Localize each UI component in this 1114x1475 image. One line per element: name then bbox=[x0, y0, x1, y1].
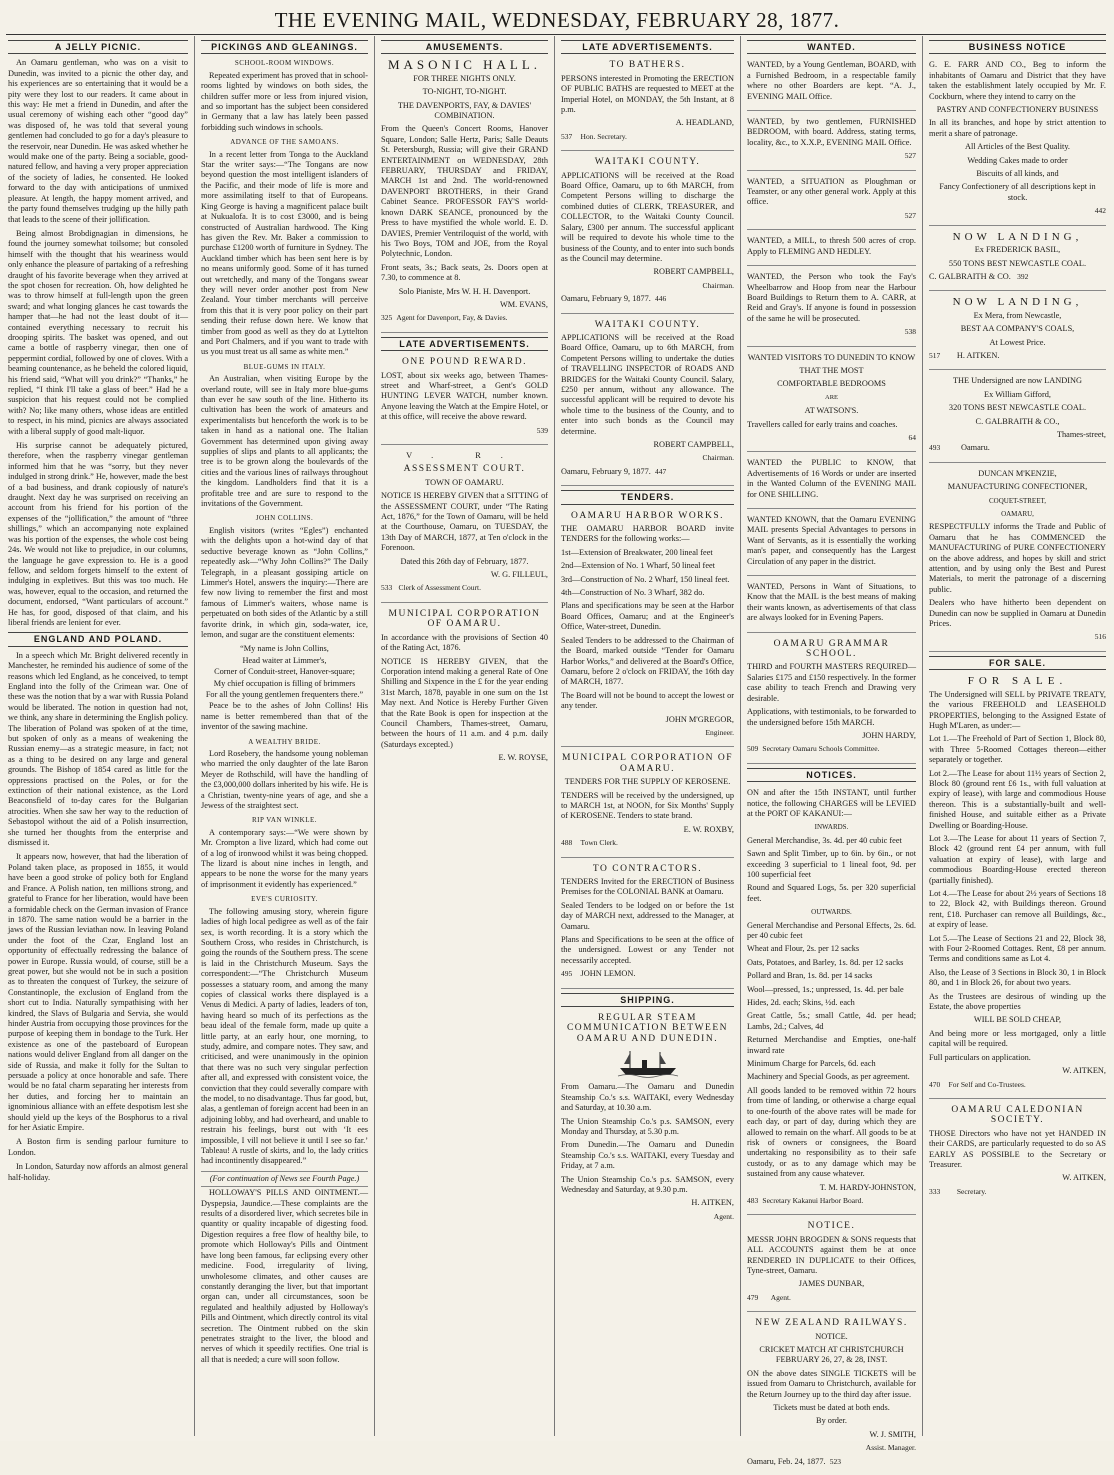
steamship-icon bbox=[616, 1048, 680, 1078]
ad-body: Dealers who have hitherto been dependent on Dunedin can now be supplied in Oamaru at Dunedin Prices. bbox=[929, 598, 1106, 629]
ad-body: WANTED, the Person who took the Fay's Wheelbarrow and Hoop from near the Harbour Board Buildings to Return them to A. CARR, at Reid and Gray's. If anyone is found in possession of the same he will be prosecuted. bbox=[747, 272, 916, 323]
ad-signature: H. AITKEN. bbox=[956, 350, 1000, 360]
advertisement bbox=[561, 58, 734, 151]
ad-body: TENDERS Invited for the ERECTION of Business Premises for the COLONIAL BANK at Oamaru. bbox=[561, 877, 734, 897]
ad-line: OAMARU, bbox=[1001, 510, 1034, 518]
ad-signature: JAMES DUNBAR, bbox=[798, 1279, 865, 1289]
ad-signature-title: Chairman. bbox=[702, 280, 734, 290]
ad-list-item: Lot 5.—The Lease of Sections 21 and 22, Block 38, with Four 2-Roomed Cottages. Rent, £8 per annum. Terms and conditions same as Lot 4. bbox=[929, 933, 1106, 964]
ad-line: At Lowest Price. bbox=[989, 337, 1046, 347]
ad-body: RESPECTFULLY informs the Trade and Public of Oamaru that he has COMMENCED the MANUFACTURING of PURE CONFECTIONERY on the above address, and hopes by skill and strict attention, and by using only the Best and Purest Materials, to merit the patronage of a discerning public. bbox=[929, 522, 1106, 594]
column-rule bbox=[374, 36, 375, 1436]
ad-signature-title: Assist. Manager. bbox=[865, 1443, 916, 1453]
subheading: A WEALTHY BRIDE. bbox=[248, 737, 321, 746]
article-paragraph: His surprise cannot be adequately pictured, therefore, when the raspberry vinegar gentleman informed him that he was “sorry, but they never indulged in strong drink.” He, however, made the best of a bad business, and drank copiously of nature's draught. Next day he was surprised on receiving an account from his friend for his portion of the expenses of the “jollification,” the amount of “three shillings,” which an accompanying note explained was his portion of the expenses, the whole cost being 24s. We would not like to prejudice, in our columns, the language he gave expression to. He is a good fellow, and seldom forgets himself to the extent of indulging in expletives. But this was too much. He was, however, equal to the occasion, and returned the document, endorsed, “Want particulars of account.” He has, for good, disposed of that claim, and his liberal friends are lenient for ever. bbox=[8, 441, 188, 627]
article-paragraph: In a recent letter from Tonga to the Auckland Star the writer says:—“The Tongans are now beyond question the most intelligent islanders of the Pacific, and their mode of life is more and more assimilating itself to that of Europeans. King George is having a magnificent palace built at Nukualofa. It is to cost £3000, and is being constructed of Australian hardwood. The King has given the Rev. Mr. Baker a commission to purchase £1200 worth of furniture in Sydney. The Auckland timber which has been sent here is by no means uniformly good. Some of it has turned out wretchedly, and many of the Tongans swear they will never order another post from New Zealand. Your timber merchants will perceive from this that it is very poor policy on their part sending their refuse down here. We know that timber from good as well as they do at Lyttelton and Port Chalmers, and if you want to trade with us you must treat us all same as white men.” bbox=[201, 149, 368, 357]
column-6 bbox=[929, 38, 1106, 1434]
ad-number: 392 bbox=[1017, 271, 1029, 281]
ad-line: TO-NIGHT, TO-NIGHT. bbox=[422, 87, 507, 97]
section-heading: WANTED. bbox=[747, 40, 916, 54]
ad-signature: W. AITKEN, bbox=[1062, 1173, 1106, 1183]
ad-list-item: Lot 3.—The Lease for about 11 years of Section 7, Block 42 (ground rent £4 per annum, with full valuation at expiry of lease), with large and commodious Boarding-House erected thereon (partially finished). bbox=[929, 833, 1106, 885]
ad-list-item: Lot 2.—The Lease for about 11½ years of Section 2, Block 80 (ground rent £6 1s., with full valuation at expiry of lease), with large and commodious House thereon. This is a substantially-built and well-finished House, and suitable either as a Private Dwelling or Boarding-House. bbox=[929, 768, 1106, 830]
advertisement bbox=[929, 230, 1106, 292]
ad-line: THE DAVENPORTS, FAY, & DAVIES' COMBINATION. bbox=[397, 100, 532, 121]
advertisement bbox=[929, 58, 1106, 225]
ad-signature: WM. EVANS, bbox=[499, 299, 548, 309]
ad-list-item: Great Cattle, 5s.; small Cattle, 4d. per head; Lambs, 2d.; Calves, 4d bbox=[747, 1011, 916, 1031]
column-rule bbox=[554, 36, 555, 1436]
ad-body: MESSR JOHN BROGDEN & SONS requests that ALL ACCOUNTS against them be at once RENDERED IN DUPLICATE to their Offices, Tyne-street, Oamaru. bbox=[747, 1234, 916, 1275]
column-rule bbox=[194, 36, 195, 1436]
article-paragraph: English visitors (writes “Egles”) enchanted with the delights upon a hot-wind day of that seductive beverage known as “John Collins,” repeatedly ask—“Why John Collins?” The Daily Telegraph, in a pleasant gossiping article on Limmer's Hotel, answers the inquiry:—There are few now living to remember the first and most famous of Limmer's waiters, whose name is perpetuated on both sides of the Atlantic by a still favorite drink, in which gin, soda-water, ice, lemon, and sugar are the constituent elements: bbox=[201, 525, 368, 639]
ad-body: From the Queen's Concert Rooms, Hanover Square, London; Salle Hertz, Paris; Salle Deauts St. Petersburgh, Russia; will give their GRAND ENTERTAINMENT on WEDNESDAY, 28th FEBRUARY, THURSDAY and FRIDAY, MARCH 1st and 2nd. The world-renowned DAVENPORT BROTHERS, in their Grand Cabinet Seance. PROFESSOR FAY'S world-known DARK SEANCE, pronounced by the Press to have mystified the whole world. E. D. DAVIES, Premier Ventriloquist of the world, with his Two Boys, TOM and JOE, from the Royal Polytechnic, London. bbox=[381, 124, 548, 259]
ad-signature: A. HEADLAND, bbox=[675, 118, 734, 128]
ad-number: 470 bbox=[929, 1079, 941, 1089]
ad-body: Sealed Tenders to be lodged on or before the 1st day of MARCH next, addressed to the Manager, at Oamaru. bbox=[561, 900, 734, 931]
verse-line: “My name is John Collins, bbox=[240, 644, 329, 654]
ad-list-item: Machinery and Special Goods, as per agreement. bbox=[747, 1072, 910, 1082]
advertisement bbox=[561, 155, 734, 313]
ad-signature-title: Secretary Kakanui Harbor Board. bbox=[762, 1195, 864, 1205]
ad-signature: W. J. SMITH, bbox=[869, 1429, 916, 1439]
ad-title: MUNICIPAL CORPORATION OF OAMARU. bbox=[562, 753, 733, 774]
ad-body: Front seats, 3s.; Back seats, 2s. Doors open at 7.30, to commence at 8. bbox=[381, 262, 548, 283]
ad-line: CRICKET MATCH AT CHRISTCHURCH FEBRUARY 26, 27, & 28, INST. bbox=[759, 1345, 904, 1365]
ad-title: NOW LANDING, bbox=[952, 296, 1083, 309]
ad-body: Sealed Tenders to be addressed to the Chairman of the Board, marked outside “Tender for Oamaru Harbor Works,” and delivered at the Board's Office, Oamaru, before 2 o'clock on FRIDAY, the 16th day of MARCH, 1877. bbox=[561, 635, 734, 687]
ad-line: 550 TONS BEST NEWCASTLE COAL. bbox=[948, 258, 1087, 268]
section-heading: LATE ADVERTISEMENTS. bbox=[561, 40, 734, 54]
ad-signature-title: Secretary Oamaru Schools Committee. bbox=[762, 744, 880, 754]
ad-signature: C. GALBRAITH & CO., bbox=[975, 416, 1060, 426]
ad-list-item: Returned Merchandise and Empties, one-half inward rate bbox=[747, 1035, 916, 1055]
ad-line: MANUFACTURING CONFECTIONER, bbox=[947, 482, 1088, 492]
ad-line: Ex FREDERICK BASIL, bbox=[974, 245, 1061, 255]
ad-list-item: 2nd—Extension of No. 1 Wharf, 50 lineal feet bbox=[561, 561, 715, 571]
column-rule bbox=[922, 36, 923, 1436]
ad-number: 483 bbox=[747, 1195, 759, 1205]
verse-line: Head waiter at Limmer's, bbox=[242, 655, 327, 665]
continuation-note: (For continuation of News see Fourth Page.) bbox=[201, 1171, 368, 1187]
ad-body: G. E. FARR AND CO., Beg to inform the inhabitants of Oamaru and District that they have taken the establishment lately occupied by Mr. F. Cockburn, where they intend to carry on the bbox=[929, 60, 1106, 101]
ad-line: 320 TONS BEST NEWCASTLE COAL. bbox=[948, 403, 1087, 413]
ad-body: From Oamaru.—The Oamaru and Dunedin Steamship Co.'s s.s. WAITAKI, every Wednesday and Saturday, at 10.30 a.m. bbox=[561, 1082, 734, 1113]
subheading: RIP VAN WINKLE. bbox=[252, 816, 317, 825]
ad-line: TOWN OF OAMARU. bbox=[425, 477, 504, 487]
ad-body: WANTED the PUBLIC to KNOW, that Advertisements of 16 Words or under are inserted in the Wanted Column of the EVENING MAIL for ONE SHILLING. bbox=[747, 458, 916, 499]
advertisement bbox=[747, 786, 916, 1215]
ad-body: All goods landed to be removed within 72 hours from time of landing, or otherwise a charge equal to one-fourth of the above rates will be made for each day, or part of day, during which they are allowed to remain on the wharf. All goods to be at risk of owners or consignees, the Board undertaking no responsibility as to their safe custody, or as to any damage which may be sustained from any cause whatever. bbox=[747, 1085, 916, 1179]
ad-line: WILL BE SOLD CHEAP, bbox=[973, 1015, 1062, 1025]
ad-line: Oamaru. bbox=[961, 443, 990, 453]
ad-title: WAITAKI COUNTY. bbox=[594, 157, 701, 168]
ad-number: 509 bbox=[747, 744, 759, 754]
ad-list-item: Sawn and Split Timber, up to 6in. by 6in., or not exceeding 3 superficial to 1 lineal foot, 9d. per 100 superficial feet bbox=[747, 849, 916, 879]
ad-title: TO BATHERS. bbox=[609, 60, 686, 71]
section-heading: ENGLAND AND POLAND. bbox=[8, 632, 188, 646]
subheading: JOHN COLLINS. bbox=[255, 514, 314, 523]
advertisement bbox=[929, 295, 1106, 370]
ad-title: TO CONTRACTORS. bbox=[592, 863, 703, 874]
ad-signature-title: Secretary. bbox=[956, 1186, 987, 1196]
section-heading: A JELLY PICNIC. bbox=[8, 40, 188, 54]
ad-signature-title: Agent. bbox=[770, 1292, 791, 1302]
ad-body: Plans and specifications may be seen at the Harbor Board Offices, Oamaru; and at the Engineer's Office, Water-street, Dunedin. bbox=[561, 601, 734, 632]
advertisement bbox=[747, 270, 916, 346]
ad-line: Wedding Cakes made to order bbox=[967, 155, 1068, 165]
ad-list-item: Wool—pressed, 1s.; unpressed, 1s. 4d. per bale bbox=[747, 984, 904, 994]
article-paragraph: A contemporary says:—“We were shown by Mr. Crompton a live lizard, which had come out of a log of ironwood whilst it was being chopped. The lizard is about nine inches in length, and appears to be none the worse for the many years of imprisonment it evidently has experienced.” bbox=[201, 827, 368, 889]
ad-line: Tickets must be dated at both ends. bbox=[773, 1403, 890, 1413]
advertisement bbox=[561, 862, 734, 989]
advertisement bbox=[381, 58, 548, 332]
ad-number: 516 bbox=[1094, 632, 1106, 642]
ad-number: 446 bbox=[655, 294, 667, 304]
masthead-rule bbox=[6, 34, 1106, 35]
ad-line: COMFORTABLE BEDROOMS bbox=[777, 379, 886, 389]
ad-signature: T. M. HARDY-JOHNSTON, bbox=[819, 1182, 916, 1192]
ad-signature: ROBERT CAMPBELL, bbox=[653, 440, 734, 449]
news-item: In London, Saturday now affords an almost general half-holiday. bbox=[8, 1162, 188, 1182]
ad-body: As the Trustees are desirous of winding up the Estate, the above properties bbox=[929, 991, 1106, 1012]
ad-date: Oamaru, February 9, 1877. bbox=[561, 294, 651, 304]
ad-line: All Articles of the Best Quality. bbox=[965, 142, 1070, 152]
column-4 bbox=[561, 38, 734, 1434]
ad-body: Travellers called for early trains and coaches. bbox=[747, 419, 898, 429]
ad-list-item: 1st—Extension of Breakwater, 200 lineal feet bbox=[561, 547, 713, 557]
ad-body: WANTED, Persons in Want of Situations, to Know that the MAIL is the best means of making their wants known, as advertisements of that class are always looked for in Evening Papers. bbox=[747, 582, 916, 623]
ad-body: The Union Steamship Co.'s p.s. SAMSON, every Monday and Thursday, at 5.30 p.m. bbox=[561, 1116, 734, 1136]
advertisement bbox=[929, 374, 1106, 462]
ad-date: Oamaru, Feb. 24, 1877. bbox=[747, 1456, 826, 1466]
section-heading: LATE ADVERTISEMENTS. bbox=[381, 337, 548, 351]
ad-line: THAT THE MOST bbox=[799, 365, 864, 375]
advertisement bbox=[929, 467, 1106, 652]
ad-list-item: 3rd—Construction of No. 2 Wharf, 150 lineal feet. bbox=[561, 574, 730, 584]
ad-signature: H. AITKEN, bbox=[691, 1198, 734, 1208]
ad-body: THE OAMARU HARBOR BOARD invite TENDERS for the following works:— bbox=[561, 524, 734, 544]
ad-body: WANTED, a MILL, to thresh 500 acres of crop. Apply to FLEMING AND HEDLEY. bbox=[747, 236, 916, 256]
ad-title: FOR SALE. bbox=[967, 675, 1068, 688]
ad-line: PASTRY AND CONFECTIONERY BUSINESS bbox=[936, 105, 1099, 115]
ad-line: DUNCAN M'KENZIE, bbox=[978, 468, 1057, 478]
ad-number: 527 bbox=[904, 210, 916, 220]
subheading: BLUE-GUMS IN ITALY. bbox=[243, 362, 326, 371]
ad-signature: W. AITKEN, bbox=[1062, 1066, 1106, 1076]
ad-list-item: 4th—Construction of No. 3 Wharf, 382 do. bbox=[561, 588, 705, 598]
ad-number: 479 bbox=[747, 1292, 759, 1302]
subheading: ADVANCE OF THE SAMOANS. bbox=[230, 138, 339, 147]
ad-title: ONE POUND REWARD. bbox=[402, 357, 527, 368]
ad-list-item: General Merchandise and Personal Effects, 2s. 6d. per 40 cubic feet bbox=[747, 920, 916, 940]
ad-body: TENDERS will be received by the undersigned, up to MARCH 1st, at NOON, for Six Months' Supply of KEROSENE. Tenders to state brand. bbox=[561, 790, 734, 821]
ad-number: 537 bbox=[561, 131, 573, 141]
ad-subheading: OUTWARDS. bbox=[811, 908, 852, 917]
article-paragraph: An Australian, when visiting Europe by the overland route, will see in Italy more blue-gums than ever he saw south of the line. Hitherto its cultivation has been the work of amateurs and experimentalists but henceforth the work is to be taken in hand as a national one. The Italian Government has determined upon giving away supplies of slips and plants to all applicants; the tree is to be grown along the boulevards of the cities and the various lines of railways throughout the kingdom. Landholders find that it is a profitable tree and are sure to respond to the invitations of the Government. bbox=[201, 374, 368, 509]
ad-signature-title: Agent. bbox=[713, 1211, 734, 1221]
ad-body: APPLICATIONS will be received at the Road Board Office, Oamaru, up to 6th MARCH, from Competent Persons willing to discharge the combined duties of CLERK, TREASURER, and COLLECTOR, to the Waitaki County Council. Salary, £300 per annum. The successful applicant will be required to devote his whole time to the business of the County, and to enter into such bonds as the Council may determine. bbox=[561, 170, 734, 263]
ad-body: The Undersigned will SELL by PRIVATE TREATY, the various FREEHOLD and LEASEHOLD PROPERTIES, belonging to the Assigned Estate of Hugh M'Laren, as under:— bbox=[929, 689, 1106, 730]
ad-body: WANTED, by a Young Gentleman, BOARD, with a Furnished Bedroom, in a respectable family where no other Boarders are kept. “A. J., EVENING MAIL Office. bbox=[747, 60, 916, 101]
ad-list-item: Round and Squared Logs, 5s. per 320 superficial feet. bbox=[747, 883, 916, 903]
section-heading: FOR SALE. bbox=[929, 656, 1106, 670]
advertisement bbox=[747, 115, 916, 171]
ad-body: ON the above dates SINGLE TICKETS will be issued from Oamaru to Christchurch, available for the Return Journey up to the third day after issue. bbox=[747, 1368, 916, 1399]
section-heading: SHIPPING. bbox=[561, 993, 734, 1007]
ad-body: Applications, with testimonials, to be forwarded to the undersigned before 15th MARCH. bbox=[747, 707, 916, 727]
ad-signature: ROBERT CAMPBELL, bbox=[653, 267, 734, 277]
ad-line: TENDERS FOR THE SUPPLY OF KEROSENE. bbox=[564, 777, 731, 787]
ad-body: NOTICE IS HEREBY GIVEN that a SITTING of the ASSESSMENT COURT, under “The Rating Act, 1876,” for the Town of Oamaru, will be held at the Courthouse, Oamaru, on TUESDAY, the 13th Day of MARCH, 1877, at Ten o'clock in the Forenoon. bbox=[381, 491, 548, 553]
verse-line: For all the young gentlemen frequenters there.” bbox=[205, 689, 364, 699]
ad-body: PERSONS interested in Promoting the ERECTION OF PUBLIC BATHS are requested to MEET at the Imperial Hotel, on MONDAY, the 5th Instant, at 8 p.m. bbox=[561, 73, 734, 115]
section-heading: NOTICES. bbox=[747, 768, 916, 782]
advertisement bbox=[929, 674, 1106, 1099]
advertisement bbox=[747, 580, 916, 633]
ad-date: Oamaru, February 9, 1877. bbox=[561, 466, 651, 476]
ad-title: OAMARU CALEDONIAN SOCIETY. bbox=[951, 1104, 1084, 1126]
advertisement bbox=[561, 318, 734, 487]
column-1 bbox=[8, 38, 188, 1434]
ad-number: 517 bbox=[929, 350, 941, 360]
ad-line: Dated this 26th day of February, 1877. bbox=[400, 556, 529, 566]
advertisement bbox=[381, 355, 548, 445]
subheading: EVE'S CURIOSITY. bbox=[251, 895, 318, 904]
advertisement bbox=[381, 607, 548, 772]
ad-signature: E. W. ROXBY, bbox=[683, 824, 734, 834]
ad-line: COQUET-STREET, bbox=[989, 496, 1046, 505]
ad-line: Fancy Confectionery of all descriptions kept in stock. bbox=[939, 182, 1096, 202]
ad-line: FOR THREE NIGHTS ONLY. bbox=[413, 73, 516, 83]
column-rule bbox=[740, 36, 741, 1436]
advertisement bbox=[747, 234, 916, 266]
ad-body: NOTICE IS HEREBY GIVEN, that the Corporation intend making a general Rate of One Shilling and Sixpence in the £ for the year ending 31st March, 1878, payable in one sum on the 1st May next. And Notice is Hereby Further Given that the Rate Book is open for inspection at the Council Chambers, Thames-street, Oamaru, between the hours of 11 a.m. and 4 p.m. daily (Saturdays excepted.) bbox=[381, 656, 548, 749]
ad-number: 442 bbox=[1094, 206, 1106, 216]
subheading: SCHOOL-ROOM WINDOWS. bbox=[234, 59, 335, 68]
article-paragraph: Repeated experiment has proved that in school-rooms lighted by windows on both sides, the children suffer more or less from injured vision, and so important has the subject been considered in Germany that a law has lately been passed forbidding such windows in schools. bbox=[201, 70, 368, 132]
ad-number: 533 bbox=[381, 583, 393, 593]
advertisement bbox=[747, 58, 916, 111]
advertisement bbox=[747, 637, 916, 764]
ad-list-item: Oats, Potatoes, and Barley, 1s. 8d. per 12 sacks bbox=[747, 957, 904, 967]
ad-line: Biscuits of all kinds, and bbox=[976, 169, 1059, 179]
ad-number: 493 bbox=[929, 443, 941, 453]
ad-signature-title: Chairman. bbox=[702, 453, 734, 463]
ad-signature: W. G. FILLEUL, bbox=[490, 570, 548, 580]
ad-list-item: Also, the Lease of 3 Sections in Block 30, 1 in Block 80, and 1 in Block 26, for about two years. bbox=[929, 967, 1106, 988]
column-3 bbox=[381, 38, 548, 1434]
article-paragraph: It appears now, however, that had the liberation of Poland taken place, as proposed in 1855, it would have been a good stroke of policy both for England and France. A Polish nation, ten millions strong, and grateful to France for her liberation, would have been a formidable check on the German invasion of France in 1870. The same nation would be a barrier in the jaws of the Russian leviathan now. In leaving Poland under the foot of the Czar, England lost an opportunity of effectually redressing the balance of power in Europe. Russia would, of course, still be a great power, but she would not be in such a position as to threaten the conquest of Turkey, the seizure of Constantinople, the exclusion of England from the short cut to India. Naturally sympathising with her kindred, the Slavs of Bulgaria and Servia, she would hinder Austria from occupying those provinces for the purpose of keeping them in bondage to the Turk. Her existence as one of the pasteboard of European nations would deliver England from all danger on the side of Russia, and make it folly for the Sultan to persuade a policy at once honorable and safe. There would be no fatal charm separating her interests from her duties, and forcing her to maintain an ignominious alliance with an effete despotism lest she should yield up the keys of the Bosphorus to a rival for her Asiatic Empire. bbox=[8, 852, 188, 1133]
ad-body: THOSE Directors who have not yet HANDED IN their CARDS, are particularly requested to do so AS EARLY AS POSSIBLE to the Secretary or Treasurer. bbox=[929, 1128, 1106, 1169]
ad-subheading: INWARDS. bbox=[814, 823, 849, 832]
column-5 bbox=[747, 38, 916, 1466]
ad-title: OAMARU GRAMMAR SCHOOL. bbox=[773, 638, 890, 660]
ad-number: 527 bbox=[904, 151, 916, 161]
article-paragraph: Peace be to the ashes of John Collins! His name is better remembered than that of the inventor of the sawing machine. bbox=[201, 701, 368, 732]
advertisement bbox=[747, 456, 916, 509]
ad-signature-title: For Self and Co-Trustees. bbox=[948, 1079, 1026, 1089]
ad-body: The Board will not be bound to accept the lowest or any tender. bbox=[561, 690, 734, 711]
advertisement-paragraph: HOLLOWAY'S PILLS AND OINTMENT.—Dyspepsia, Jaundice.—These complaints are the results of a disordered liver, which secretes bile in quantity or quality incapable of digesting food. Digestion requires a free flow of healthy bile, to promote which Holloway's Pills and Ointment have long been famous, far eclipsing every other medicine. Food, irregularity of living, unwholesome climates, and other causes are constantly deranging the liver, but that important organ can, under all circumstances, soon be regulated and healthily adjusted by Holloway's Pills and Ointment, which directly control its vital secretion. The Ointment rubbed on the skin penetrates straight to the liver, the blood and nerves of which it speedily rectifies. One trial is all that is needed; a cure will soon follow. bbox=[201, 1188, 368, 1364]
ad-body: WANTED KNOWN, that the Oamaru EVENING MAIL presents Special Advantages to persons in Want of Servants, as it is essentially the working man's paper, and consequently has the Largest Circulation of any paper in the district. bbox=[747, 515, 916, 566]
ad-list-item: Lot 1.—The Freehold of Part of Section 1, Block 80, with Three 5-Roomed Cottages thereon—either separately or together. bbox=[929, 734, 1106, 765]
section-heading: AMUSEMENTS. bbox=[381, 40, 548, 54]
ad-signature-title: Engineer. bbox=[705, 727, 734, 737]
ad-signature: E. W. ROYSE, bbox=[498, 753, 548, 763]
masthead: THE EVENING MAIL, WEDNESDAY, FEBRUARY 28, 1877. bbox=[274, 8, 840, 32]
ad-list-item: General Merchandise, 3s. 4d. per 40 cubic feet bbox=[747, 835, 902, 845]
ad-title: OAMARU HARBOR WORKS. bbox=[570, 510, 725, 521]
ad-body: LOST, about six weeks ago, between Thames-street and Wharf-street, a Gent's GOLD HUNTING LEVER WATCH, number known. Anyone leaving the Watch at the Empire Hotel, or at this office, will receive the above reward. bbox=[381, 370, 548, 422]
ad-number: 447 bbox=[655, 466, 667, 476]
ad-body: APPLICATIONS will be received at the Road Board Office, Oamaru, up to 6th MARCH, from Competent Persons willing to undertake the duties of TRAVELLING INSPECTOR of ROADS AND BRIDGES for the Waitaki County Council. Salary, £250 per annum, without any allowance. The successful applicant will be required to devote his whole time to the business of the County, and to enter into such bonds as the Council may determine. bbox=[561, 332, 734, 436]
news-item: A Boston firm is sending parlour furniture to London. bbox=[8, 1137, 188, 1157]
ad-line: Thames-street, bbox=[1056, 429, 1106, 439]
article-paragraph: In a speech which Mr. Bright delivered recently in Manchester, he reminded his audience of some of the reasons which led England, as he conceived, to tempt England into the folly of the Crimean war. One of these was the notion that by a war with Russia Poland would be liberated. The notion in question had not, we think, any share in determining the English policy. The liberation of Poland was spoken of at the time, but spoken of only as a means of weakening the Russian enemy—as a strategic measure, in fact; not as a thing to be desired on any large and general grounds. The Bishop of 1854 cared as little for the oppressions practised on the Poles, or for the extinction of their national existence, as the Lord Beaconsfield of to-day cares for the Bulgarian atrocities. When she saw her way to the reduction of Sebastopol without the aid of a Polish insurrection, she turned her thoughts from the enterprise and dismissed it. bbox=[8, 650, 188, 848]
ad-line: ARE bbox=[825, 393, 838, 401]
ad-title: WAITAKI COUNTY. bbox=[594, 319, 701, 330]
article-paragraph: An Oamaru gentleman, who was on a visit to Dunedin, was invited to a picnic the other day, and his experiences are so entertaining that it would be a pity were they lost to our readers. It came about in this way: He met a friend in Dunedin, and after the usual ceremony of wishing each other “good day” was disposed of, he was told that several young gentlemen had concluded to go for a day's pleasure to the reservoir, near Dunedin. He was asked whether he would make one of the party. Being a sociable, good-natured fellow, and having a very proper appreciation of the society of ladies, he consented. He looked forward to the day with anticipations of unmixed pleasure. At length, the happy moment arrived, and the party found themselves trudging up the hilly path that leads to the scene of their jollification. bbox=[8, 58, 188, 224]
ad-line: By order. bbox=[816, 1416, 847, 1426]
advertisement bbox=[747, 1316, 916, 1475]
ad-list-item: Hides, 2d. each; Skins, ½d. each bbox=[747, 998, 855, 1008]
ad-title: NOW LANDING, bbox=[952, 230, 1083, 243]
advertisement bbox=[747, 351, 916, 453]
ad-body: And being more or less mortgaged, only a little capital will be required. bbox=[929, 1028, 1106, 1049]
advertisement bbox=[561, 1011, 734, 1230]
section-heading: PICKINGS AND GLEANINGS. bbox=[201, 40, 368, 54]
ad-body: WANTED, by two gentlemen, FURNISHED BEDROOM, with board. Address, stating terms, locality, &c., to X.X.P., EVENING MAIL Office. bbox=[747, 117, 916, 147]
ad-signature-title: Hon. Secretary. bbox=[580, 131, 627, 141]
ad-list-item: Wheat and Flour, 2s. per 12 sacks bbox=[747, 944, 860, 954]
ad-signature-title: Town Clerk. bbox=[580, 838, 618, 848]
ad-body: Plans and Specifications to be seen at the office of the undersigned. Lowest or any Tender not necessarily accepted. bbox=[561, 935, 734, 965]
ad-line: THE Undersigned are now LANDING bbox=[952, 376, 1083, 386]
ad-signature-title: Agent for Davenport, Fay, & Davies. bbox=[396, 313, 508, 323]
ad-body: From Dunedin.—The Oamaru and Dunedin Steamship Co.'s s.s. WAITAKI, every Tuesday and Friday, at 7 a.m. bbox=[561, 1140, 734, 1171]
ad-number: 333 bbox=[929, 1186, 941, 1196]
ad-signature: C. GALBRAITH & CO. bbox=[929, 271, 1011, 281]
ad-line: Ex William Gifford, bbox=[984, 389, 1051, 399]
ad-line: WANTED VISITORS TO DUNEDIN TO KNOW bbox=[747, 352, 916, 362]
ad-signature: JOHN HARDY, bbox=[862, 730, 916, 740]
advertisement bbox=[561, 509, 734, 748]
ad-line: NOTICE. bbox=[815, 1331, 848, 1341]
ad-list-item: Lot 4.—The Lease for about 2½ years of Sections 18 to 22, Block 42, with Buildings thereon. Ground rent, £18. Purchaser can remove all Buildings, &c., at expiry of lease. bbox=[929, 889, 1106, 930]
ad-line: AT WATSON'S. bbox=[804, 406, 859, 416]
ad-body: Full particulars on application. bbox=[929, 1052, 1031, 1062]
ad-number: 495 bbox=[561, 969, 573, 979]
royal-cipher: V. R. bbox=[406, 451, 523, 460]
ad-title: NEW ZEALAND RAILWAYS. bbox=[755, 1318, 908, 1329]
article-paragraph: Being almost Brobdignagian in dimensions, he found the journey somewhat toilsome; but consoled himself with the thought that his weariness would only enhance the pleasure of partaking of a refreshing draught of his favorite beverage when they arrived at the spot chosen for recreation. Oh, how delighted he was to throw himself at full-length upon the green sward; and what longing glances he cast towards the hamper that—he had not the least doubt of it—contained everything necessary to recruit his drooping spirits. The basket was opened, and out came a bottle of raspberry vinegar, then one of peppermint cordial, followed by one of cloves. With a beaming countenance, as he beheld the colored liquid, his friend said, “What will you drink?” “Thanks,” he replied, “I think I'll take a glass of beer.” Had he a suspicion that his request could not be complied with? No; like many others, whose ideas are entitled to respect, in his mind, picnics are always associated with a liberal supply of good malt-liquor. bbox=[8, 228, 188, 436]
ad-body: The Union Steamship Co.'s p.s. SAMSON, every Wednesday and Saturday, at 9.30 p.m. bbox=[561, 1174, 734, 1194]
ad-list-item: Pollard and Bran, 1s. 8d. per 14 sacks bbox=[747, 971, 873, 981]
advertisement bbox=[561, 751, 734, 857]
column-2 bbox=[201, 38, 368, 1434]
ad-title: MUNICIPAL CORPORATION OF OAMARU. bbox=[388, 608, 541, 630]
section-heading: TENDERS. bbox=[561, 490, 734, 504]
verse-line: My chief occupation is filling of brimmers bbox=[213, 678, 356, 688]
ad-title: ASSESSMENT COURT. bbox=[403, 464, 526, 475]
ad-number: 538 bbox=[904, 327, 916, 337]
ad-title: REGULAR STEAM COMMUNICATION BETWEEN OAMARU AND DUNEDIN. bbox=[566, 1013, 729, 1044]
advertisement bbox=[747, 1219, 916, 1312]
ad-body: In accordance with the provisions of Section 40 of the Rating Act, 1876. bbox=[381, 632, 548, 653]
article-paragraph: The following amusing story, wherein figure ladies of high local pedigree as well as of the fair sex, is worth recording. It is a story which the Southern Cross, who resides in Christchurch, is going the rounds of the Southern press. The scene is laid in the Christchurch Museum. Says the correspondent:—“The Christchurch Museum possesses a statuary room, and among the many copies of classical works there displayed is a Venus di Medici. A party of ladies, leaders of ton, having heard so much of its perfections as the beau ideal of the female form, made up quite a little party, at an early hour, one morning, to study, admire, and compare notes. They saw, and criticised, and were unanimously in the opinion that there was no such very singular perfection after all, and expressed with consistent voice, the conviction that they could severally compare with the model, to no disadvantage. Thus far good, but, alas, a gentleman of foreign accent had been in an adjoining lobby, and had overheard, and unable to restrain his feelings, burst out with ‘It ees impossible, I vill not believe it until I see so far.’ Tableau! A rustle of skirts, and lo, the lady critics had incontinently disappeared.” bbox=[201, 906, 368, 1166]
ad-number: 325 bbox=[381, 313, 393, 323]
ad-number: 539 bbox=[536, 425, 548, 435]
ad-list-item: Minimum Charge for Parcels, 6d. each bbox=[747, 1059, 876, 1069]
advertisement bbox=[747, 175, 916, 231]
ad-signature: JOHN LEMON. bbox=[580, 969, 636, 979]
ad-number: 488 bbox=[561, 838, 573, 848]
ad-line: Solo Pianiste, Mrs W. H. H. Davenport. bbox=[398, 286, 531, 296]
ad-body: THIRD and FOURTH MASTERS REQUIRED—Salaries £175 and £150 respectively. In the former case ability to teach French and Drawing very desirable. bbox=[747, 662, 916, 703]
ad-number: 523 bbox=[829, 1456, 841, 1466]
article-paragraph: Lord Rosebery, the handsome young nobleman who married the only daughter of the late Baron Meyer de Rothschild, will have the handling of the £3,000,000 dollars inherited by his wife. He is a Christian, twenty-nine years of age, and she a Jewess of the straightest sect. bbox=[201, 749, 368, 811]
ad-signature: JOHN M'GREGOR, bbox=[665, 714, 734, 724]
ad-body: In all its branches, and hope by strict attention to merit a share of patronage. bbox=[929, 118, 1106, 138]
ad-body: WANTED, a SITUATION as Ploughman or Teamster, or any other general work. Apply at this office. bbox=[747, 176, 916, 207]
advertisement bbox=[381, 449, 548, 603]
section-heading: BUSINESS NOTICE bbox=[929, 40, 1106, 54]
ad-signature-title: Clerk of Assessment Court. bbox=[398, 583, 481, 593]
ad-title: MASONIC HALL. bbox=[387, 57, 542, 73]
ad-title: NOTICE. bbox=[807, 1221, 856, 1232]
ad-line: Ex Mera, from Newcastle, bbox=[973, 310, 1062, 320]
verse-line: Corner of Conduit-street, Hanover-square; bbox=[214, 667, 355, 677]
advertisement bbox=[929, 1103, 1106, 1205]
ad-body: ON and after the 15th INSTANT, until further notice, the following CHARGES will be LEVIED at the PORT OF KAKANUI:— bbox=[747, 788, 916, 818]
advertisement bbox=[747, 513, 916, 576]
ad-line: BEST AA COMPANY'S COALS, bbox=[960, 324, 1075, 334]
ad-number: 64 bbox=[908, 432, 916, 442]
